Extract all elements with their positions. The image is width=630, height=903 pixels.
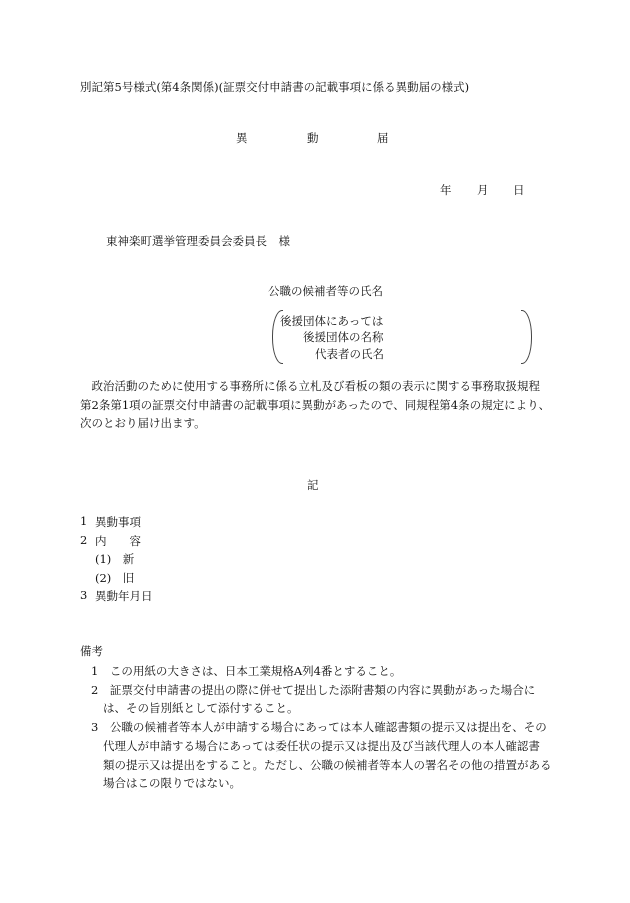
remark-line: は、その旨別紙として添付すること。	[103, 701, 299, 715]
ki-heading: 記	[307, 478, 319, 492]
body-line: 第2条第1項の証票交付申請書の記載事項に異動があったので、同規程第4条の規定により、	[80, 397, 551, 412]
support-group-line-3: 代表者の氏名	[315, 347, 384, 361]
item-label: 内 容	[95, 533, 141, 548]
addressee: 東神楽町選挙管理委員会委員長 様	[106, 234, 290, 248]
body-line: 次のとおり届け出ます。	[80, 416, 206, 430]
remark-line: 3 公職の候補者等本人が申請する場合にあっては本人確認書類の提示又は提出を、その	[91, 720, 547, 734]
body-line: 政治活動のために使用する事務所に係る立札及び看板の類の表示に関する事務取扱規程	[80, 379, 540, 393]
title-char-1: 異	[236, 131, 248, 145]
document-title	[0, 130, 630, 148]
remark-line: 類の提示又は提出をすること。ただし、公職の候補者等本人の署名その他の措置がある	[103, 758, 552, 772]
candidate-name-label: 公職の候補者等の氏名	[268, 284, 383, 298]
date-day: 日	[513, 183, 525, 197]
support-group-line-2: 後援団体の名称	[303, 330, 384, 344]
item-number: 1	[80, 514, 88, 528]
title-char-3: 届	[377, 131, 389, 145]
body-paragraph	[80, 377, 560, 433]
title-char-2: 動	[307, 131, 319, 145]
item-label: (1) 新	[95, 552, 135, 566]
item-label: (2) 旧	[95, 570, 135, 585]
remarks-title: 備考	[80, 644, 103, 658]
date-year: 年	[440, 183, 452, 197]
support-group-line-1: 後援団体にあっては	[280, 314, 384, 328]
item-label: 異動年月日	[95, 589, 153, 603]
form-header: 別記第5号様式(第4条関係)(証票交付申請書の記載事項に係る異動届の様式)	[80, 80, 470, 94]
item-number: 3	[80, 588, 88, 602]
remark-line: 代理人が申請する場合にあっては委任状の提示又は提出及び当該代理人の本人確認書	[103, 739, 540, 753]
remark-line: 場合はこの限りではない。	[103, 776, 241, 790]
item-number: 2	[80, 532, 88, 547]
right-bracket	[521, 310, 532, 364]
item-label: 異動事項	[95, 515, 141, 529]
date-month: 月	[477, 183, 489, 197]
remark-line: 1 この用紙の大きさは、日本工業規格A列4番とすること。	[91, 664, 402, 678]
remark-line: 2 証票交付申請書の提出の際に併せて提出した添附書類の内容に異動があった場合に	[91, 683, 536, 697]
